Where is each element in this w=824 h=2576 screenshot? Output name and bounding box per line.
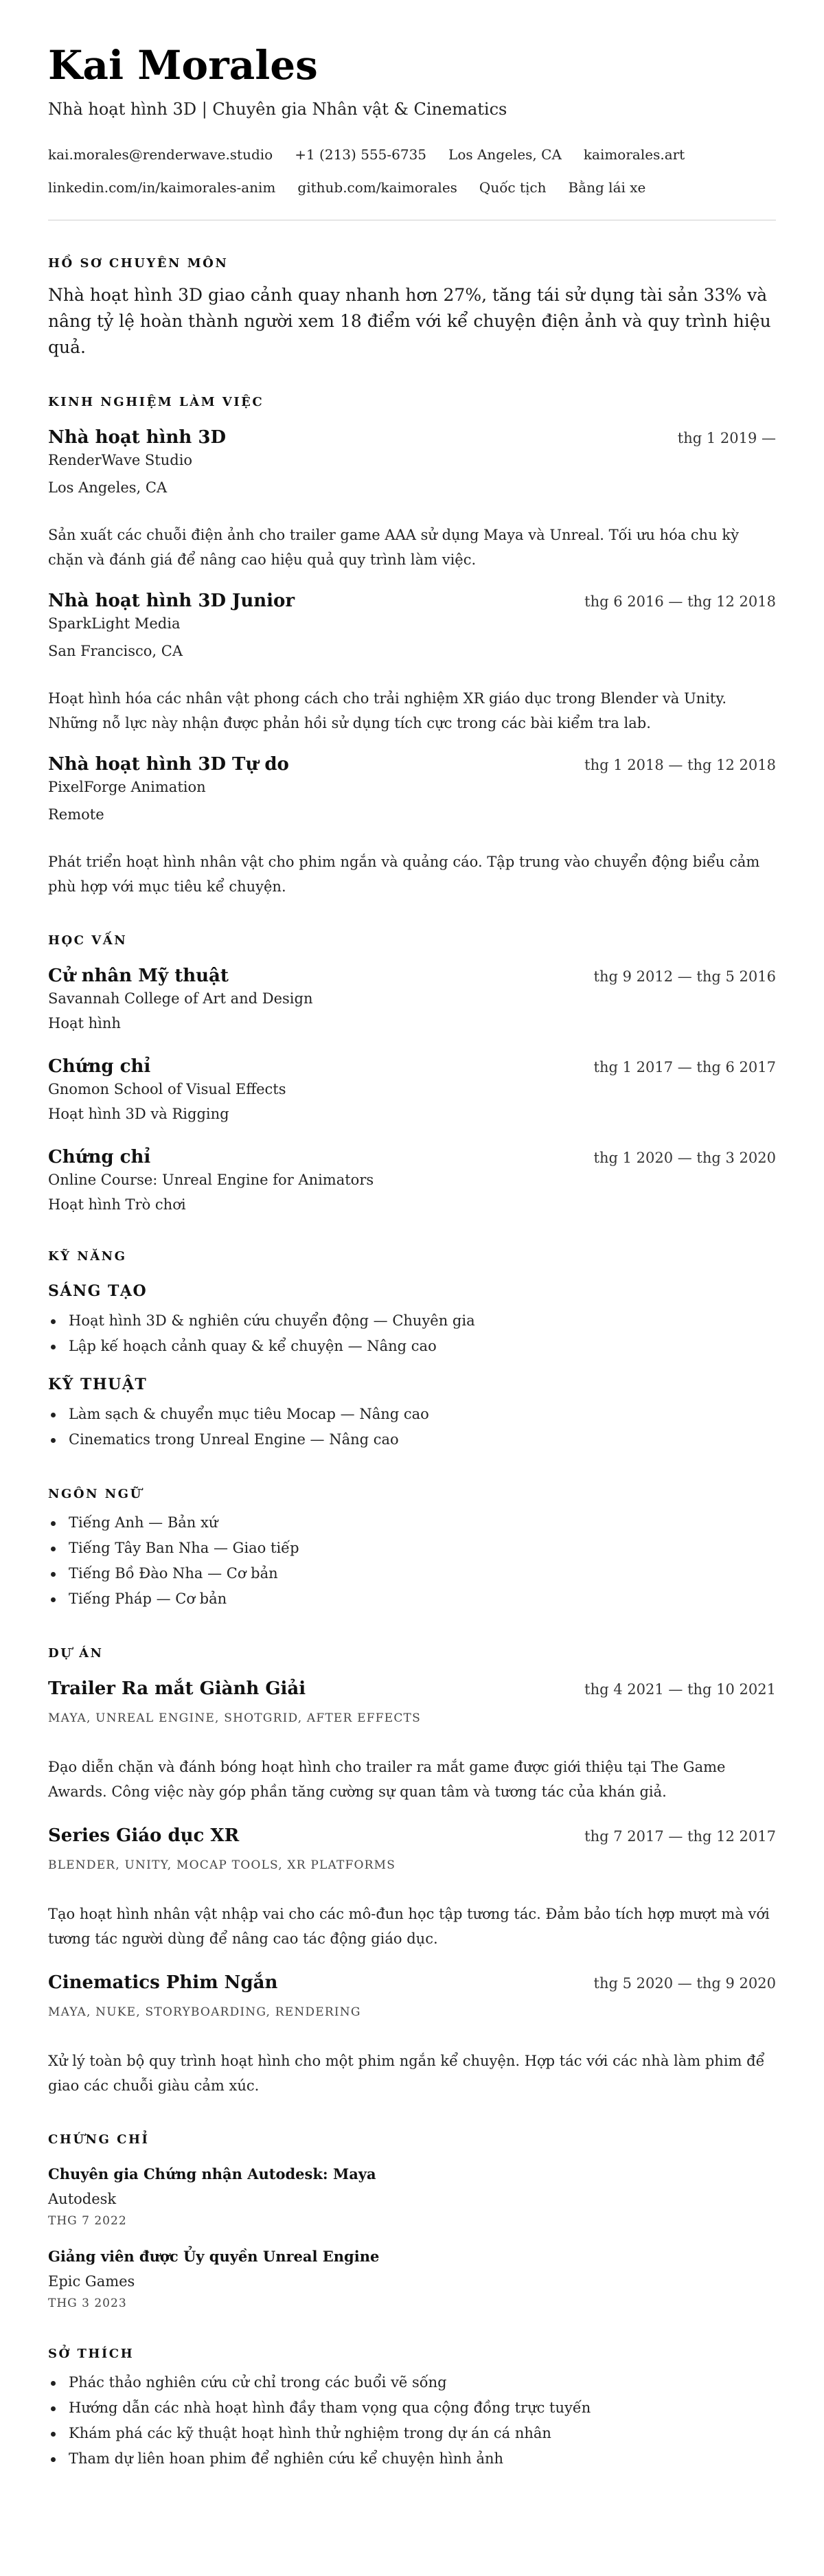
profile-section — [48, 255, 776, 361]
job-location: Remote — [48, 806, 104, 823]
job-company: RenderWave Studio — [48, 452, 193, 468]
education-date: thg 1 2017 — thg 6 2017 — [593, 1059, 776, 1075]
project-date: thg 5 2020 — thg 9 2020 — [593, 1975, 776, 1992]
job-date: thg 1 2018 — thg 12 2018 — [584, 757, 776, 773]
project-name: Trailer Ra mắt Giành Giải — [48, 1678, 306, 1699]
section-title-languages: NGÔN NGỮ — [48, 1487, 143, 1501]
candidate-headline: Nhà hoạt hình 3D | Chuyên gia Nhân vật & Cinematics — [48, 100, 507, 119]
section-title-experience: KINH NGHIỆM LÀM VIỆC — [48, 395, 264, 409]
certification-issuer: Autodesk — [48, 2191, 117, 2207]
job-description: Hoạt hình hóa các nhân vật phong cách cho trải nghiệm XR giáo dục trong Blender và Unity. Những nỗ lực này nhận được phản hồi sử dụng tích cực trong các bài kiểm tra lab. — [48, 690, 727, 731]
job-title: Nhà hoạt hình 3D — [48, 427, 226, 448]
language-list — [48, 1510, 776, 1612]
job-company: SparkLight Media — [48, 615, 181, 632]
project-item — [48, 1676, 776, 1804]
certification-date: THG 3 2023 — [48, 2296, 127, 2310]
skills-section — [48, 1248, 776, 1452]
degree-title: Chứng chỉ — [48, 1147, 151, 1167]
section-title-projects: DỰ ÁN — [48, 1646, 104, 1661]
language-item: Tiếng Bồ Đào Nha — Cơ bản — [48, 1561, 776, 1586]
contact-driving-license: Bằng lái xe — [568, 179, 646, 196]
section-title-skills: KỸ NĂNG — [48, 1249, 127, 1264]
skill-item: Lập kế hoạch cảnh quay & kể chuyện — Nâng cao — [48, 1334, 776, 1359]
degree-title: Chứng chỉ — [48, 1056, 151, 1077]
project-description: Xử lý toàn bộ quy trình hoạt hình cho một phim ngắn kể chuyện. Hợp tác với các nhà làm phim để giao các chuỗi giàu cảm xúc. — [48, 2053, 765, 2094]
certification-item — [48, 2164, 776, 2230]
interest-item: Hướng dẫn các nhà hoạt hình đầy tham vọng qua cộng đồng trực tuyến — [48, 2395, 776, 2421]
study-field: Hoạt hình — [48, 1015, 121, 1031]
degree-title: Cử nhân Mỹ thuật — [48, 966, 229, 986]
contact-location: Los Angeles, CA — [448, 146, 562, 163]
resume-header — [48, 41, 776, 220]
project-date: thg 4 2021 — thg 10 2021 — [584, 1681, 776, 1698]
project-date: thg 7 2017 — thg 12 2017 — [584, 1828, 776, 1845]
language-item: Tiếng Tây Ban Nha — Giao tiếp — [48, 1536, 776, 1561]
job-description: Phát triển hoạt hình nhân vật cho phim ngắn và quảng cáo. Tập trung vào chuyển động biểu cảm phù hợp với mục tiêu kể chuyện. — [48, 854, 760, 895]
project-description: Đạo diễn chặn và đánh bóng hoạt hình cho trailer ra mắt game được giới thiệu tại The Game Awards. Công việc này góp phần tăng cường sự quan tâm và tương tác của khán giả. — [48, 1759, 726, 1800]
contact-website[interactable]: kaimorales.art — [583, 146, 685, 163]
project-name: Series Giáo dục XR — [48, 1825, 240, 1846]
experience-item — [48, 589, 776, 736]
projects-section — [48, 1645, 776, 2098]
certification-item — [48, 2246, 776, 2312]
project-tags: MAYA, NUKE, STORYBOARDING, RENDERING — [48, 2005, 361, 2019]
candidate-name: Kai Morales — [48, 42, 318, 89]
education-date: thg 9 2012 — thg 5 2016 — [593, 968, 776, 985]
school-name: Online Course: Unreal Engine for Animators — [48, 1172, 374, 1188]
contact-email[interactable]: kai.morales@renderwave.studio — [48, 146, 273, 163]
project-name: Cinematics Phim Ngắn — [48, 1972, 278, 1993]
experience-section — [48, 394, 776, 899]
job-title: Nhà hoạt hình 3D Tự do — [48, 754, 289, 775]
skill-group-title: SÁNG TẠO — [48, 1282, 148, 1300]
contact-row-primary — [48, 144, 776, 165]
certification-name: Giảng viên được Ủy quyền Unreal Engine — [48, 2248, 380, 2265]
section-title-education: HỌC VẤN — [48, 933, 128, 948]
job-company: PixelForge Animation — [48, 779, 206, 795]
interest-list — [48, 2370, 776, 2472]
contact-phone[interactable]: +1 (213) 555-6735 — [295, 146, 427, 163]
education-date: thg 1 2020 — thg 3 2020 — [593, 1150, 776, 1166]
school-name: Gnomon School of Visual Effects — [48, 1081, 286, 1097]
certification-issuer: Epic Games — [48, 2273, 135, 2290]
contact-row-secondary — [48, 177, 776, 198]
section-title-interests: SỞ THÍCH — [48, 2347, 135, 2361]
skill-list — [48, 1402, 776, 1452]
interest-item: Phác thảo nghiên cứu cử chỉ trong các buổi vẽ sống — [48, 2370, 776, 2395]
profile-summary: Nhà hoạt hình 3D giao cảnh quay nhanh hơn 27%, tăng tái sử dụng tài sản 33% và nâng tỷ lệ hoàn thành người xem 18 điểm với kể chuyện điện ảnh và quy trình hiệu quả. — [48, 285, 771, 357]
education-item — [48, 1054, 776, 1124]
skill-item: Làm sạch & chuyển mục tiêu Mocap — Nâng cao — [48, 1402, 776, 1427]
project-item — [48, 1823, 776, 1951]
interest-item: Khám phá các kỹ thuật hoạt hình thử nghiệm trong dự án cá nhân — [48, 2421, 776, 2446]
contact-github[interactable]: github.com/kaimorales — [297, 179, 457, 196]
job-description: Sản xuất các chuỗi điện ảnh cho trailer game AAA sử dụng Maya và Unreal. Tối ưu hóa chu kỳ chặn và đánh giá để nâng cao hiệu quả quy trình làm việc. — [48, 527, 740, 568]
education-item — [48, 1145, 776, 1215]
study-field: Hoạt hình Trò chơi — [48, 1196, 186, 1213]
skill-item: Hoạt hình 3D & nghiên cứu chuyển động — Chuyên gia — [48, 1308, 776, 1334]
languages-section — [48, 1485, 776, 1612]
job-date: thg 1 2019 — — [677, 430, 776, 446]
contact-nationality: Quốc tịch — [479, 179, 547, 196]
job-location: San Francisco, CA — [48, 643, 183, 659]
section-title-certifications: CHỨNG CHỈ — [48, 2132, 150, 2147]
job-location: Los Angeles, CA — [48, 479, 168, 496]
skill-group-title: KỸ THUẬT — [48, 1376, 148, 1393]
project-tags: BLENDER, UNITY, MOCAP TOOLS, XR PLATFORMS — [48, 1858, 396, 1872]
experience-item — [48, 752, 776, 899]
job-date: thg 6 2016 — thg 12 2018 — [584, 593, 776, 610]
project-description: Tạo hoạt hình nhân vật nhập vai cho các mô-đun học tập tương tác. Đảm bảo tích hợp mượt mà với tương tác người dùng để nâng cao tác động giáo dục. — [48, 1906, 770, 1947]
certification-date: THG 7 2022 — [48, 2214, 127, 2228]
skill-list — [48, 1308, 776, 1359]
job-title: Nhà hoạt hình 3D Junior — [48, 591, 295, 611]
section-title-profile: HỒ SƠ CHUYÊN MÔN — [48, 256, 229, 271]
language-item: Tiếng Anh — Bản xứ — [48, 1510, 776, 1536]
interests-section — [48, 2345, 776, 2472]
project-tags: MAYA, UNREAL ENGINE, SHOTGRID, AFTER EFFECTS — [48, 1711, 421, 1725]
school-name: Savannah College of Art and Design — [48, 990, 313, 1007]
contact-linkedin[interactable]: linkedin.com/in/kaimorales-anim — [48, 179, 276, 196]
education-item — [48, 964, 776, 1034]
study-field: Hoạt hình 3D và Rigging — [48, 1106, 229, 1122]
certifications-section — [48, 2131, 776, 2312]
skill-item: Cinematics trong Unreal Engine — Nâng cao — [48, 1427, 776, 1452]
language-item: Tiếng Pháp — Cơ bản — [48, 1586, 776, 1612]
certification-name: Chuyên gia Chứng nhận Autodesk: Maya — [48, 2165, 376, 2182]
experience-item — [48, 425, 776, 572]
interest-item: Tham dự liên hoan phim để nghiên cứu kể chuyện hình ảnh — [48, 2446, 776, 2472]
education-section — [48, 932, 776, 1215]
project-item — [48, 1970, 776, 2098]
